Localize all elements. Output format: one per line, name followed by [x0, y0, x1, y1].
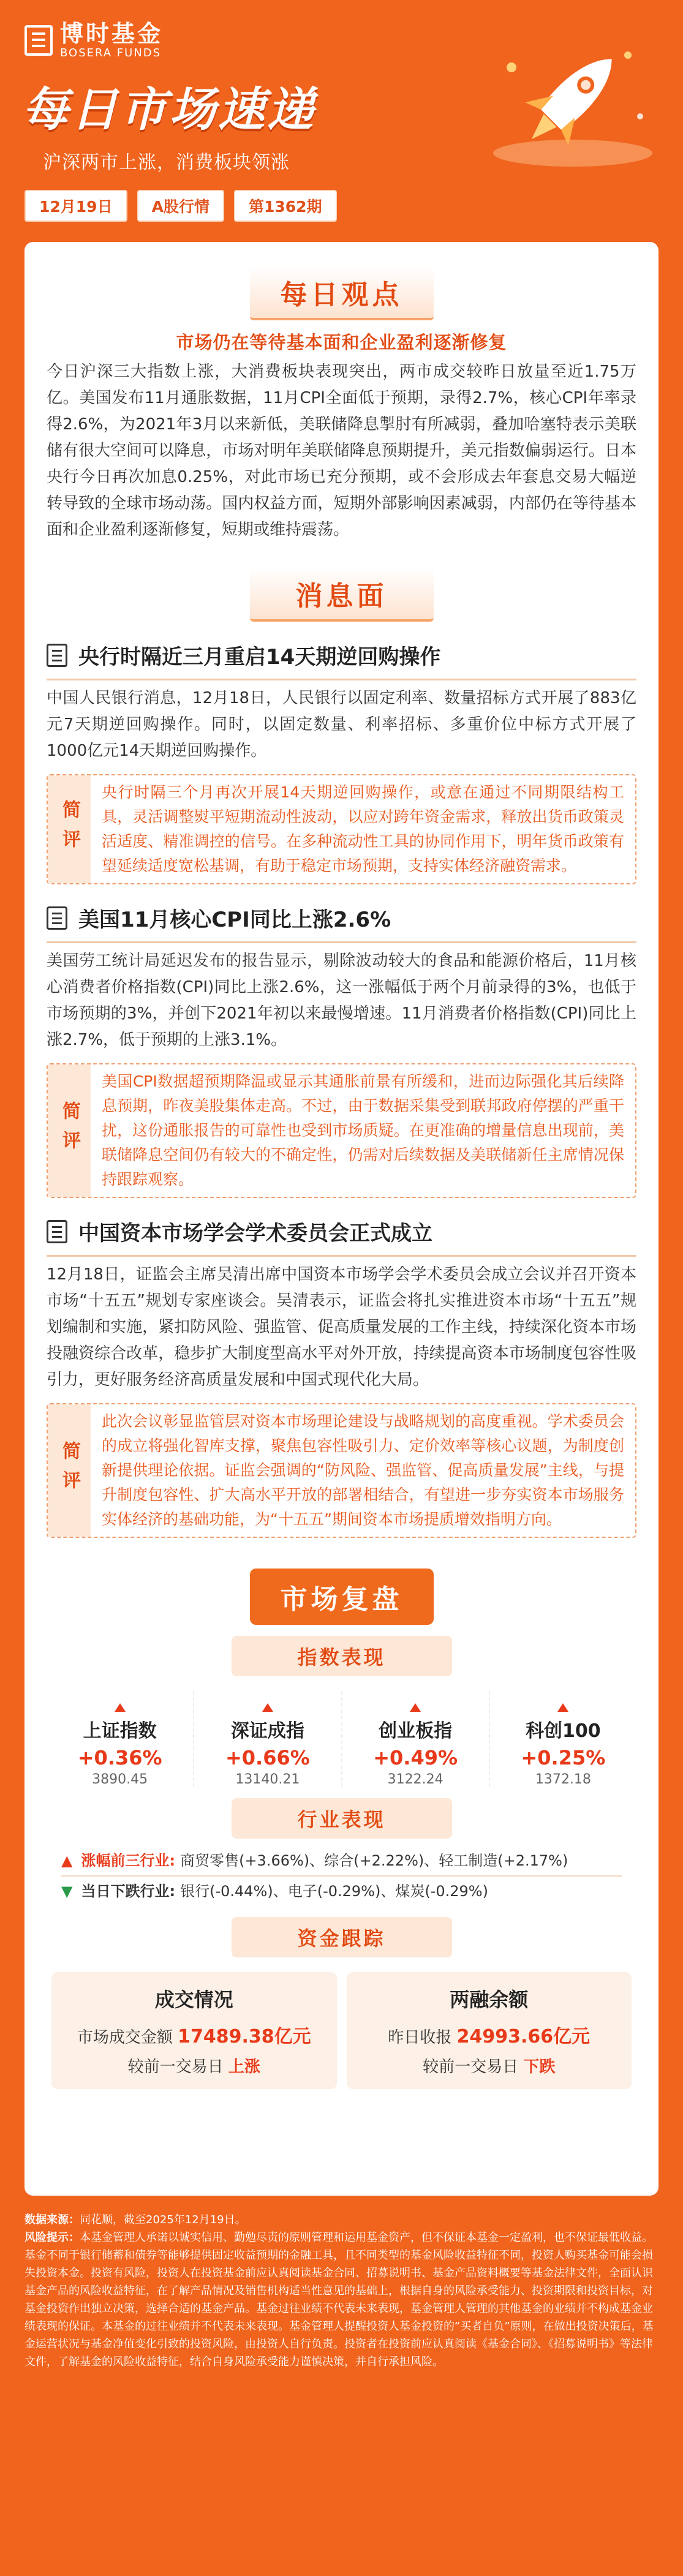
- margin-title: 两融余额: [450, 1988, 529, 2011]
- brand-logo: [25, 21, 163, 59]
- news-doc-icon: [47, 906, 67, 930]
- news-item-title: 中国资本市场学会学术委员会正式成立: [78, 1221, 432, 1246]
- risk-text: 本基金管理人承诺以诚实信用、勤勉尽责的原则管理和运用基金资产，但不保证本基金一定盈利，也不保证最低收益。基金不同于银行储蓄和债券等能够提供固定收益预期的金融工具，且不同类型的基金风险收益特征不同，投资人购买基金可能会损失投资本金。投资有风险，投资人在投资基金前应认真阅读基金合同、招募说明书、基金产品资料概要等基金法律文件，全面认识基金产品的风险收益特征，在了解产品情况及销售机构适当性意见的基础上，根据自身的风险承受能力、投资期限和投资目标，对基金投资作出独立决策，选择合适的基金产品。基金过往业绩不代表未来表现，基金管理人管理的其他基金的业绩并不构成基金业绩表现的保证。本基金的过往业绩并不代表未来表现。基金管理人提醒投资人基金投资的“买者自负”原则，在做出投资决策后，基金运营状况与基金净值变化引致的投资风险，由投资人自行负责。投资者在投资前应认真阅读《基金合同》、《招募说明书》等法律文件，了解基金的风险收益特征，结合自身风险承受能力谨慎决策，并自行承担风险。: [25, 2231, 654, 2368]
- news-item-1-header: [47, 640, 636, 680]
- header: [0, 0, 683, 233]
- review-label: 简评: [48, 1064, 91, 1197]
- risk-label: 风险提示：: [25, 2231, 80, 2244]
- index-change: +0.66%: [225, 1746, 310, 1769]
- index-name: 上证指数: [83, 1720, 157, 1742]
- index-card: [341, 1691, 489, 1787]
- industry-down-label: 当日下跌行业:: [81, 1883, 176, 1900]
- category-tag: A股行情: [137, 190, 224, 222]
- indices-row: [47, 1691, 636, 1787]
- rocket-illustration-icon: [475, 31, 658, 171]
- index-value: 3890.45: [92, 1772, 148, 1787]
- turnover-label: 市场成交金额: [77, 2028, 173, 2047]
- news-item-3-header: [47, 1216, 636, 1257]
- margin-label: 昨日收报: [388, 2028, 452, 2047]
- turnover-compare-label: 较前一交易日: [127, 2058, 224, 2076]
- news-item-body: 12月18日，证监会主席吴清出席中国资本市场学会学术委员会成立会议并召开资本市场“十五五”规划专家座谈会。吴清表示，证监会将扎实推进资本市场“十五五”规划编制和实施，紧扣防风险、强监管、促高质量发展的工作主线，持续深化资本市场投融资综合改革，稳步扩大制度型高水平对外开放，持续提高资本市场制度包容性吸引力，更好服务经济高质量发展和中国式现代化大局。: [47, 1265, 636, 1389]
- market-review-title: 市场复盘: [250, 1569, 434, 1625]
- issue-tags: [25, 190, 347, 222]
- review-text: 央行时隔三个月再次开展14天期逆回购操作，或意在通过不同期限结构工具，灵活调整熨平短期流动性波动，以应对跨年资金需求，释放出货币政策灵活适度、精准调控的信号。在多种流动性工具的协同作用下，明年货币政策有望延续适度宽松基调，有助于稳定市场预期，支持实体经济融资需求。: [102, 783, 624, 875]
- review-label: 简评: [48, 1404, 91, 1537]
- index-name: 创业板指: [379, 1720, 453, 1742]
- news-item-title: 央行时隔近三月重启14天期逆回购操作: [78, 645, 441, 669]
- news-review-box: [47, 774, 636, 884]
- news-item-body: 美国劳工统计局延迟发布的报告显示，剔除波动较大的食品和能源价格后，11月核心消费者价格指数(CPI)同比上涨2.6%，这一涨幅低于两个月前录得的3%，也低于市场预期的3%，并创下2021年初以来最慢增速。11月消费者价格指数(CPI)同比上涨2.7%，低于预期的上涨3.1%。: [47, 952, 636, 1049]
- index-value: 3122.24: [387, 1772, 443, 1787]
- margin-line: [347, 2021, 632, 2048]
- up-arrow-icon: [557, 1703, 568, 1712]
- industry-down-values: 银行(-0.44%)、电子(-0.29%)、煤炭(-0.29%): [180, 1883, 488, 1900]
- turnover-compare: [51, 2054, 337, 2077]
- turnover-value: 17489.38亿元: [178, 2026, 311, 2047]
- page-title: 每日市场速递: [22, 82, 316, 137]
- news-doc-icon: [47, 1220, 67, 1243]
- logo-icon: [25, 25, 53, 56]
- data-source-text: 同花顺，截至2025年12月19日。: [80, 2213, 246, 2226]
- index-card: [489, 1691, 636, 1787]
- index-value: 13140.21: [235, 1772, 300, 1787]
- footer: [25, 2211, 658, 2371]
- page-subtitle: 沪深两市上涨，消费板块领涨: [43, 152, 290, 173]
- review-text: 此次会议彰显监管层对资本市场理论建设与战略规划的高度重视。学术委员会的成立将强化智库支撑，聚焦包容性吸引力、定价效率等核心议题，为制度创新提供理论依据。证监会强调的“防风险、强监管、促高质量发展”主线，与提升制度包容性、扩大高水平开放的部署相结合，有望进一步夯实资本市场服务实体经济的基础功能，为“十五五”期间资本市场提质增效指明方向。: [102, 1412, 624, 1528]
- review-text: 美国CPI数据超预期降温或显示其通胀前景有所缓和，进而边际强化其后续降息预期，昨夜美股集体走高。不过，由于数据采集受到联邦政府停摆的严重干扰，这份通胀报告的可靠性也受到市场质疑。在更准确的增量信息出现前，美联储降息空间仍有较大的不确定性，仍需对后续数据及美联储新任主席情况保持跟踪观察。: [102, 1072, 624, 1188]
- margin-value: 24993.66亿元: [456, 2026, 591, 2047]
- turnover-compare-value: 上涨: [228, 2058, 260, 2076]
- daily-view-subtitle: 市场仍在等待基本面和企业盈利逐渐修复: [176, 332, 507, 353]
- date-tag: 12月19日: [25, 190, 127, 222]
- industry-up-label: 涨幅前三行业:: [81, 1852, 176, 1869]
- up-arrow-icon: [115, 1703, 126, 1712]
- chart-up-icon: ▲: [61, 1852, 73, 1869]
- brand-name-en: BOSERA FUNDS: [60, 47, 162, 59]
- index-name: 深证成指: [230, 1720, 304, 1742]
- news-doc-icon: [47, 644, 67, 667]
- index-card: [193, 1691, 341, 1787]
- news-item-2-header: [47, 903, 636, 943]
- turnover-box: [51, 1972, 337, 2089]
- index-change: +0.49%: [373, 1746, 458, 1769]
- index-card: [47, 1691, 193, 1787]
- index-name: 科创100: [526, 1720, 601, 1742]
- index-change: +0.36%: [77, 1746, 162, 1769]
- up-arrow-icon: [262, 1703, 273, 1712]
- margin-compare-label: 较前一交易日: [423, 2058, 519, 2076]
- up-arrow-icon: [410, 1703, 421, 1712]
- news-section-title: 消息面: [250, 568, 434, 622]
- review-label: 简评: [48, 775, 91, 883]
- news-review-box: [47, 1403, 636, 1538]
- index-value: 1372.18: [535, 1772, 591, 1787]
- news-item-body: 中国人民银行消息，12月18日，人民银行以固定利率、数量招标方式开展了883亿元7天期逆回购操作。同时，以固定数量、利率招标、多重价位中标方式开展了1000亿元14天期逆回购操作。: [47, 689, 636, 760]
- industry-title: 行业表现: [232, 1798, 452, 1839]
- turnover-title: 成交情况: [154, 1988, 233, 2011]
- flow-row: [47, 1972, 636, 2089]
- flow-title: 资金跟踪: [232, 1917, 452, 1957]
- margin-box: [347, 1972, 632, 2089]
- data-source: [25, 2211, 658, 2229]
- industry-up-values: 商贸零售(+3.66%)、综合(+2.22%)、轻工制造(+2.17%): [180, 1852, 568, 1869]
- daily-view-body: 今日沪深三大指数上涨，大消费板块表现突出，两市成交较昨日放量至近1.75万亿。美国发布11月通胀数据，11月CPI全面低于预期，录得2.7%，核心CPI年率录得2.6%，为2021年3月以来新低，美联储降息掣肘有所减弱，叠加哈塞特表示美联储有很大空间可以降息，市场对明年美联储降息预期提升，美元指数偏弱运行。日本央行今日再次加息0.25%，对此市场已充分预期，或不会形成去年套息交易大幅逆转导致的全球市场动荡。国内权益方面，短期外部影响因素减弱，内部仍在等待基本面和企业盈利逐渐修复，短期或维持震荡。: [47, 363, 636, 539]
- news-item-title: 美国11月核心CPI同比上涨2.6%: [78, 908, 391, 932]
- brand-name-cn: 博时基金: [60, 20, 164, 47]
- issue-number-tag: 第1362期: [234, 190, 337, 222]
- turnover-line: [51, 2021, 337, 2048]
- daily-view-title: 每日观点: [250, 266, 434, 320]
- chart-down-icon: ▼: [61, 1883, 73, 1900]
- index-change: +0.25%: [521, 1746, 606, 1769]
- indices-title: 指数表现: [232, 1636, 452, 1676]
- margin-compare: [347, 2054, 632, 2077]
- industry-down-row: [61, 1877, 622, 1906]
- data-source-label: 数据来源：: [25, 2213, 80, 2226]
- margin-compare-value: 下跌: [523, 2058, 556, 2076]
- industry-up-row: [61, 1846, 622, 1877]
- content-card: [25, 242, 658, 2196]
- news-review-box: [47, 1063, 636, 1198]
- risk-disclaimer: [25, 2229, 658, 2371]
